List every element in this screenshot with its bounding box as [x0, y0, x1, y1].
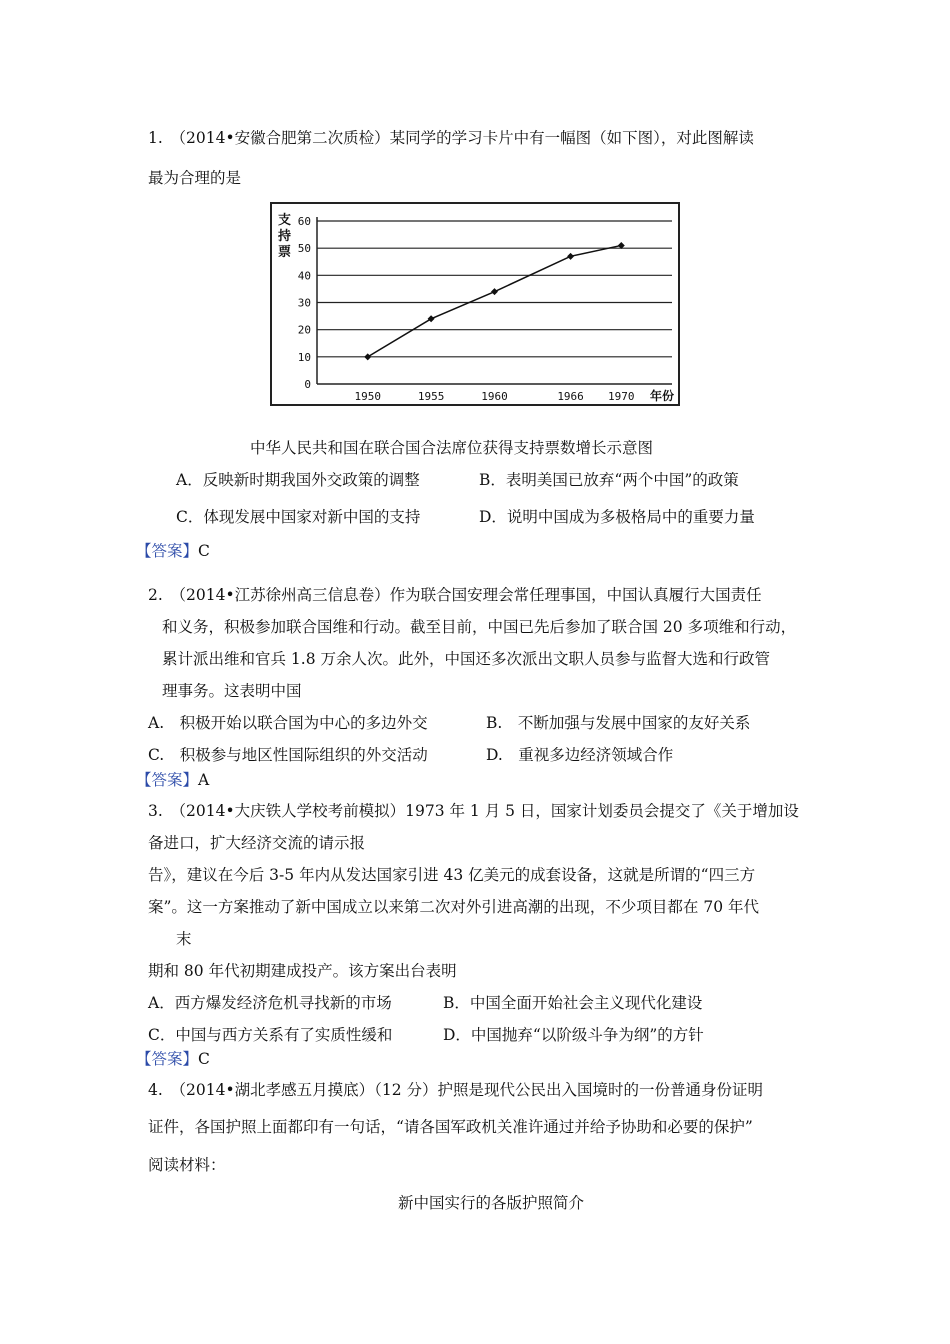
q3-option-a: A．西方爆发经济危机寻找新的市场 — [148, 994, 392, 1012]
q3-answer-tag: 【答案】 — [136, 1050, 199, 1068]
data-point-1955 — [428, 315, 435, 322]
q2-stem-line1: 2. （2014•江苏徐州高三信息卷）作为联合国安理会常任理事国，中国认真履行大国责任 — [148, 586, 762, 604]
data-point-1966 — [567, 253, 574, 260]
q3-stem-line4: 案”。这一方案推动了新中国成立以来第二次对外引进高潮的出现，不少项目都在 70 年代 — [148, 898, 760, 916]
y-tick-10: 10 — [297, 350, 311, 364]
q2-stem-line3: 累计派出维和官兵 1.8 万余人次。此外，中国还多次派出文职人员参与监督大选和行政管 — [162, 650, 771, 668]
x-axis-label: 年份 — [650, 389, 675, 403]
q3-stem-line2: 备进口，扩大经济交流的请示报 — [148, 834, 366, 852]
support-votes-chart — [270, 202, 680, 406]
q2-stem-line4: 理事务。这表明中国 — [162, 682, 302, 700]
data-point-1960 — [491, 288, 498, 295]
y-tick-60: 60 — [297, 215, 311, 228]
y-tick-0: 0 — [304, 378, 311, 391]
q2-answer-value: A — [198, 771, 210, 789]
q3-option-b: B．中国全面开始社会主义现代化建设 — [443, 994, 703, 1012]
y-tick-20: 20 — [297, 323, 311, 337]
q1-answer — [136, 541, 210, 561]
q1-answer-value: C — [198, 542, 210, 560]
q1-option-d: D．说明中国成为多极格局中的重要力量 — [479, 508, 755, 526]
x-tick-1950: 1950 — [354, 390, 381, 403]
q2-option-b: B. 不断加强与发展中国家的友好关系 — [486, 714, 751, 732]
q3-stem-line5: 末 — [176, 930, 192, 948]
x-tick-1955: 1955 — [417, 390, 445, 403]
q3-answer — [136, 1049, 210, 1069]
q2-answer — [136, 770, 209, 790]
q4-material-heading: 新中国实行的各版护照简介 — [398, 1194, 585, 1212]
q3-stem-line6: 期和 80 年代初期建成投产。该方案出台表明 — [148, 962, 457, 980]
y-tick-30: 30 — [297, 296, 311, 310]
q4-stem-line3: 阅读材料： — [148, 1156, 226, 1174]
q1-stem-line1: 1. （2014•安徽合肥第二次质检）某同学的学习卡片中有一幅图（如下图），对此图解读 — [148, 129, 754, 147]
y-tick-50: 50 — [297, 242, 311, 256]
q3-option-c: C．中国与西方关系有了实质性缓和 — [148, 1026, 393, 1044]
q1-answer-tag: 【答案】 — [136, 542, 199, 560]
q2-option-d: D. 重视多边经济领域合作 — [486, 746, 674, 764]
q3-option-d: D．中国抛弃“以阶级斗争为纲”的方针 — [443, 1026, 704, 1044]
x-tick-1970: 1970 — [608, 390, 635, 403]
chart-svg — [272, 204, 678, 404]
q2-answer-tag: 【答案】 — [136, 771, 199, 789]
q2-stem-line2: 和义务，积极参加联合国维和行动。截至目前，中国已先后参加了联合国 20 多项维和行动， — [162, 618, 797, 636]
y-axis-label: 支持票 — [278, 213, 292, 260]
y-tick-40: 40 — [297, 269, 311, 283]
x-tick-1966: 1966 — [557, 390, 584, 403]
q3-stem-line3: 告》，建议在今后 3-5 年内从发达国家引进 43 亿美元的成套设备，这就是所谓的“四三方 — [148, 866, 756, 884]
q3-answer-value: C — [198, 1050, 210, 1068]
q1-option-c: C．体现发展中国家对新中国的支持 — [176, 508, 421, 526]
x-tick-1960: 1960 — [481, 390, 508, 403]
q2-option-c: C. 积极参与地区性国际组织的外交活动 — [148, 746, 428, 764]
q1-option-a: A．反映新时期我国外交政策的调整 — [176, 471, 420, 489]
q3-stem-line1: 3. （2014•大庆铁人学校考前模拟）1973 年 1 月 5 日，国家计划委员会提交了《关于增加设 — [148, 802, 799, 820]
q1-stem-line2: 最为合理的是 — [148, 169, 242, 187]
series-line — [368, 245, 622, 356]
q2-option-a: A. 积极开始以联合国为中心的多边外交 — [148, 714, 428, 732]
q4-stem-line1: 4. （2014•湖北孝感五月摸底）（12 分）护照是现代公民出入国境时的一份普通身份证明 — [148, 1081, 764, 1099]
data-point-1950 — [364, 353, 371, 360]
q1-chart-caption: 中华人民共和国在联合国合法席位获得支持票数增长示意图 — [250, 439, 654, 457]
q4-stem-line2: 证件，各国护照上面都印有一句话，“请各国军政机关准许通过并给予协助和必要的保护” — [148, 1118, 753, 1136]
q1-option-b: B．表明美国已放弃“两个中国”的政策 — [479, 471, 739, 489]
